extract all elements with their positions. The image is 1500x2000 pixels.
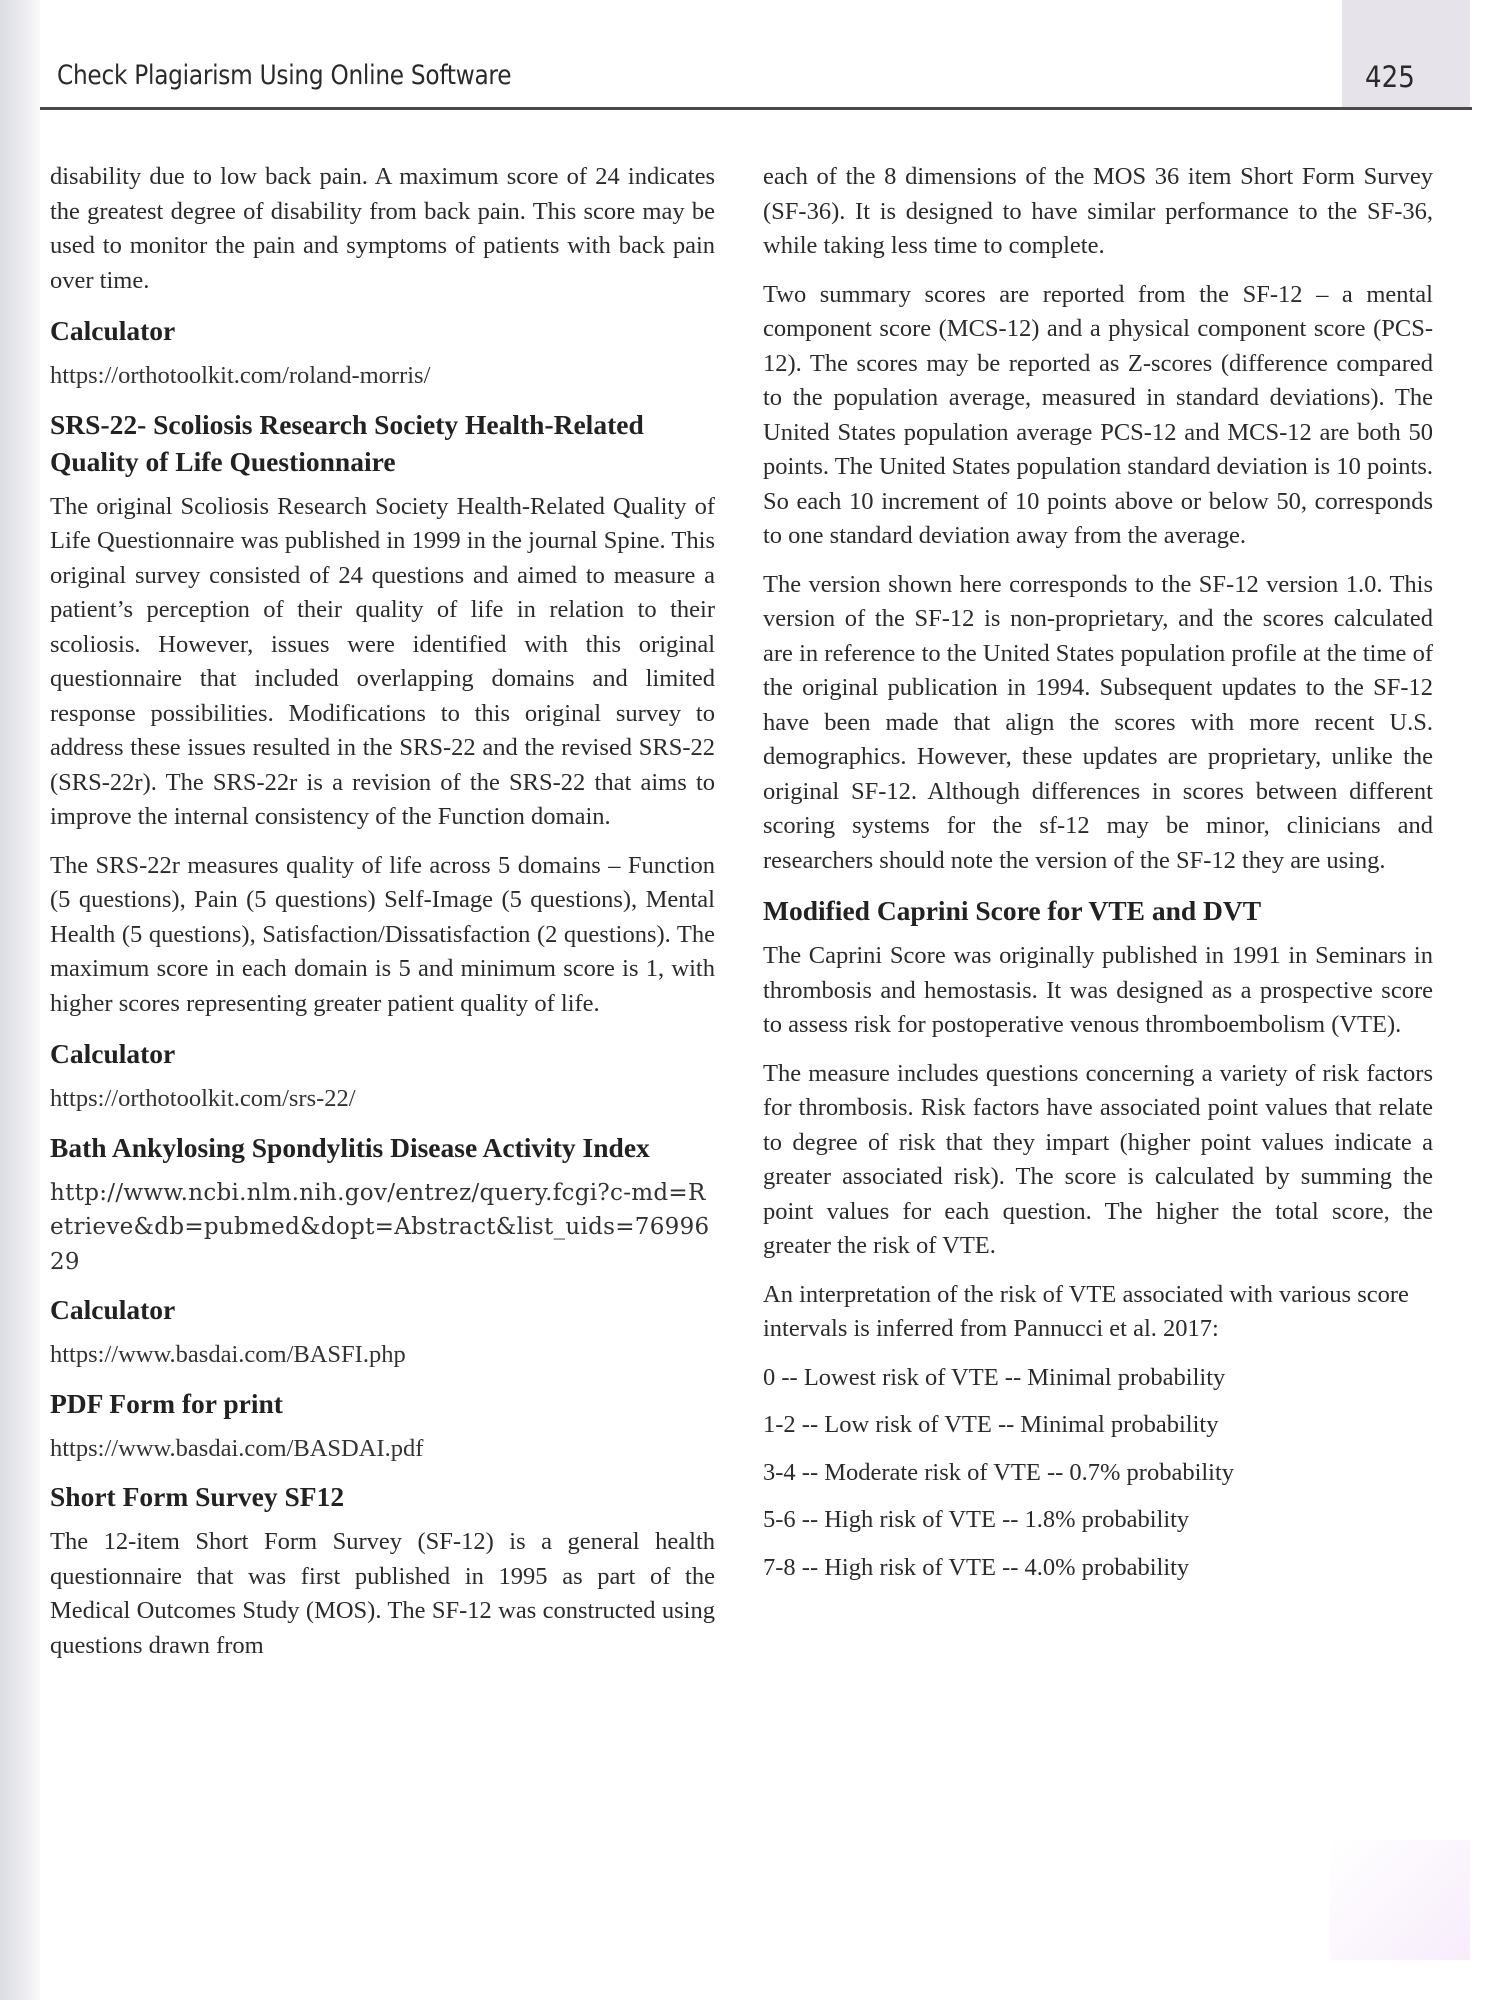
- link-basfi-calculator[interactable]: https://www.basdai.com/BASFI.php: [50, 1341, 406, 1368]
- page-gutter-shadow: [0, 0, 40, 2000]
- paragraph-sf12-summary-scores: Two summary scores are reported from the SF-12 – a mental component score (MCS-12) and a physical component score (PCS-12). The scores may be reported as Z-scores (difference compared to the population average, measured in standard deviations). The United States population average PCS-12 and MCS-12 are both 50 points. The United States population standard deviation is 10 points. So each 10 increment of 10 points above or below 50, corresponds to one standard deviation away from the average.: [763, 280, 1433, 549]
- scan-corner-tint: [1330, 1840, 1470, 1960]
- heading-calculator-basfi: Calculator: [50, 1294, 176, 1325]
- heading-pdf-form: PDF Form for print: [50, 1387, 283, 1419]
- right-column: [763, 160, 1433, 1598]
- left-column: [50, 160, 715, 1677]
- paragraph-caprini-history: The Caprini Score was originally published in 1991 in Seminars in thrombosis and hemostasis. It was designed as a prospective score to assess risk for postoperative venous thromboembolism (VTE).: [763, 942, 1433, 1038]
- heading-calculator-roland-morris: Calculator: [50, 315, 176, 346]
- heading-basdai: Bath Ankylosing Spondylitis Disease Activity Index: [50, 1131, 650, 1163]
- risk-list-item: 5-6 -- High risk of VTE -- 1.8% probability: [763, 1506, 1190, 1533]
- header-rule: [40, 107, 1472, 110]
- heading-caprini: Modified Caprini Score for VTE and DVT: [763, 895, 1262, 926]
- risk-interpretation-list: [763, 1361, 1433, 1586]
- heading-sf12: Short Form Survey SF12: [50, 1481, 345, 1512]
- paragraph-caprini-measure: The measure includes questions concerning a variety of risk factors for thrombosis. Risk factors have associated point values that relate to degree of risk that they impart (higher point values indicate a greater associated risk). The score is calculated by summing the point values for each question. The higher the total score, the greater the risk of VTE.: [763, 1059, 1433, 1259]
- link-srs-22-calculator[interactable]: https://orthotoolkit.com/srs-22/: [50, 1085, 356, 1112]
- risk-list-item: 3-4 -- Moderate risk of VTE -- 0.7% probability: [763, 1458, 1235, 1486]
- risk-list-item: 7-8 -- High risk of VTE -- 4.0% probability: [763, 1553, 1190, 1581]
- paragraph-sf12-continued: each of the 8 dimensions of the MOS 36 item Short Form Survey (SF-36). It is designed to have similar performance to the SF-36, while taking less time to complete.: [763, 163, 1433, 259]
- paragraph-srs-22r-domains: The SRS-22r measures quality of life across 5 domains – Function (5 questions), Pain (5 questions) Self-Image (5 questions), Mental Health (5 questions), Satisfaction/Dissatisfaction (2 questions). The maximum score in each domain is 5 and minimum score is 1, with higher scores representing greater patient quality of life.: [50, 851, 715, 1017]
- risk-list-item: 0 -- Lowest risk of VTE -- Minimal probability: [763, 1363, 1226, 1391]
- link-basdai-pdf[interactable]: https://www.basdai.com/BASDAI.pdf: [50, 1434, 424, 1462]
- paragraph-srs-22-history: The original Scoliosis Research Society Health-Related Quality of Life Questionnaire was published in 1999 in the journal Spine. This original survey consisted of 24 questions and aimed to measure a patient’s perception of their quality of life in relation to their scoliosis. However, issues were identified with this original questionnaire that included overlapping domains and limited response possibilities. Modifications to this original survey to address these issues resulted in the SRS-22 and the revised SRS-22 (SRS-22r). The SRS-22r is a revision of the SRS-22 that aims to improve the internal consistency of the Function domain.: [50, 492, 715, 830]
- heading-srs-22: SRS-22- Scoliosis Research Society Health-Related Quality of Life Questionnaire: [50, 408, 644, 477]
- risk-list-item: 1-2 -- Low risk of VTE -- Minimal probability: [763, 1411, 1219, 1438]
- running-header-title: Check Plagiarism Using Online Software: [57, 60, 512, 91]
- link-basdai-pubmed[interactable]: http://www.ncbi.nlm.nih.gov/entrez/query.fcgi?c-md=Retrieve&db=pubmed&dopt=Abstract&list_uids=7699629: [50, 1179, 710, 1275]
- heading-calculator-srs-22: Calculator: [50, 1038, 176, 1069]
- paragraph-sf12-version: The version shown here corresponds to the SF-12 version 1.0. This version of the SF-12 is non-proprietary, and the scores calculated are in reference to the United States population profile at the time of the original publication in 1994. Subsequent updates to the SF-12 have been made that align the scores with more recent U.S. demographics. However, these updates are proprietary, unlike the original SF-12. Although differences in scores between different scoring systems for the sf-12 may be minor, clinicians and researchers should note the version of the SF-12 they are using.: [763, 570, 1433, 874]
- paragraph-caprini-interpretation: An interpretation of the risk of VTE associated with various score intervals is inferred from Pannucci et al. 2017:: [763, 1280, 1409, 1342]
- paragraph-sf12-intro: The 12-item Short Form Survey (SF-12) is a general health questionnaire that was first published in 1995 as part of the Medical Outcomes Study (MOS). The SF-12 was constructed using questions drawn from: [50, 1528, 715, 1659]
- paragraph-roland-morris-continued: disability due to low back pain. A maximum score of 24 indicates the greatest degree of disability from back pain. This score may be used to monitor the pain and symptoms of patients with back pain over time.: [50, 163, 715, 294]
- link-roland-morris-calculator[interactable]: https://orthotoolkit.com/roland-morris/: [50, 362, 431, 389]
- page-number: 425: [1365, 60, 1415, 94]
